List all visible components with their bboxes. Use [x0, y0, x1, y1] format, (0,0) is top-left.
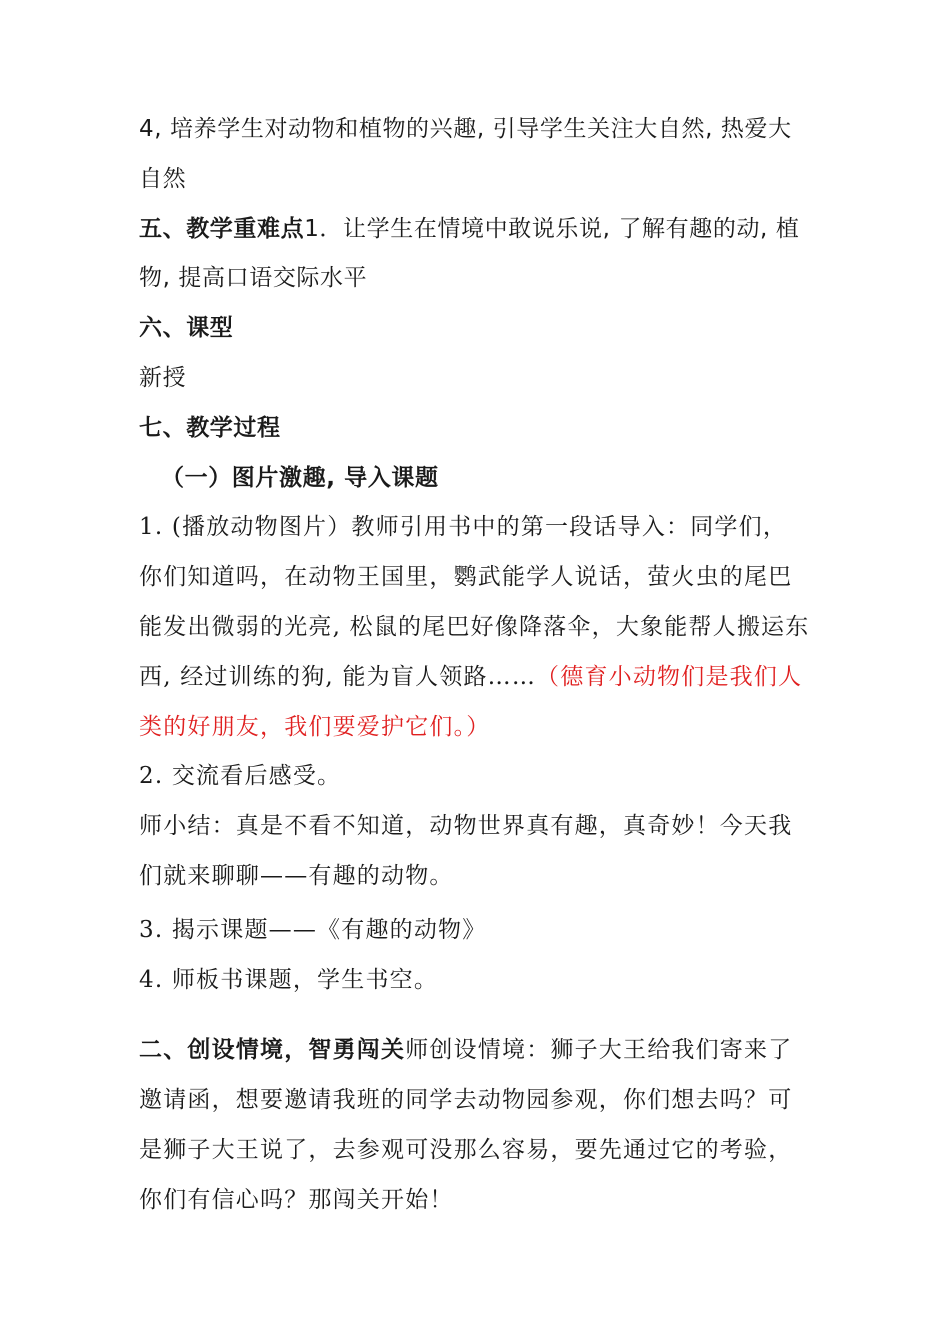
summary-line-2: 们就来聊聊——有趣的动物。 [139, 862, 454, 889]
section-7-heading: 七、教学过程 [139, 414, 281, 441]
part-2-text: 师创设情境：狮子大王给我们寄来了 [405, 1037, 793, 1064]
step-1-line-3: 能发出微弱的光亮, 松鼠的尾巴好像降落伞，大象能帮人搬运东 [139, 613, 810, 640]
step-3: 3. 揭示课题——《有趣的动物》 [139, 916, 487, 943]
part-2-line-4: 你们有信心吗？那闯关开始！ [139, 1186, 454, 1213]
section-6-heading: 六、课型 [139, 315, 234, 342]
step-1-line-4 [139, 653, 829, 703]
section-7-sub-heading: （一）图片激趣, 导入课题 [161, 464, 439, 491]
summary-line-1: 师小结：真是不看不知道，动物世界真有趣，真奇妙！今天我 [139, 813, 793, 840]
document-page [139, 105, 829, 1226]
part-2-line-2: 邀请函，想要邀请我班的同学去动物园参观，你们想去吗？可 [139, 1087, 793, 1114]
goal-4-line-1: 4, 培养学生对动物和植物的兴趣, 引导学生关注大自然, 热爱大 [139, 116, 792, 142]
step-4: 4. 师板书课题，学生书空。 [139, 966, 439, 993]
section-5-heading: 五、教学重难点 [139, 215, 305, 242]
goal-4-line-2: 自然 [139, 165, 187, 192]
section-6-content: 新授 [139, 364, 187, 391]
step-1-line-2: 你们知道吗，在动物王国里，鹦武能学人说话，萤火虫的尾巴 [139, 564, 793, 591]
step-2: 2. 交流看后感受。 [139, 763, 342, 790]
section-5-text: 1．让学生在情境中敢说乐说, 了解有趣的动, 植 [304, 215, 800, 242]
moral-education-note-cont: 类的好朋友，我们要爱护它们。） [139, 713, 491, 740]
section-5-line-2: 物, 提高口语交际水平 [139, 265, 368, 292]
section-5-line-1 [139, 205, 829, 255]
step-1-line-1: 1. (播放动物图片）教师引用书中的第一段话导入：同学们， [139, 514, 788, 541]
step-1-line-4-text: 西, 经过训练的狗, 能为盲人领路…… [139, 663, 537, 690]
part-2-line-3: 是狮子大王说了，去参观可没那么容易，要先通过它的考验， [139, 1136, 793, 1163]
moral-education-note: （德育小动物们是我们人 [536, 663, 803, 690]
part-2-line-1 [139, 1025, 829, 1076]
part-2-heading: 二、创设情境，智勇闯关 [139, 1036, 406, 1064]
